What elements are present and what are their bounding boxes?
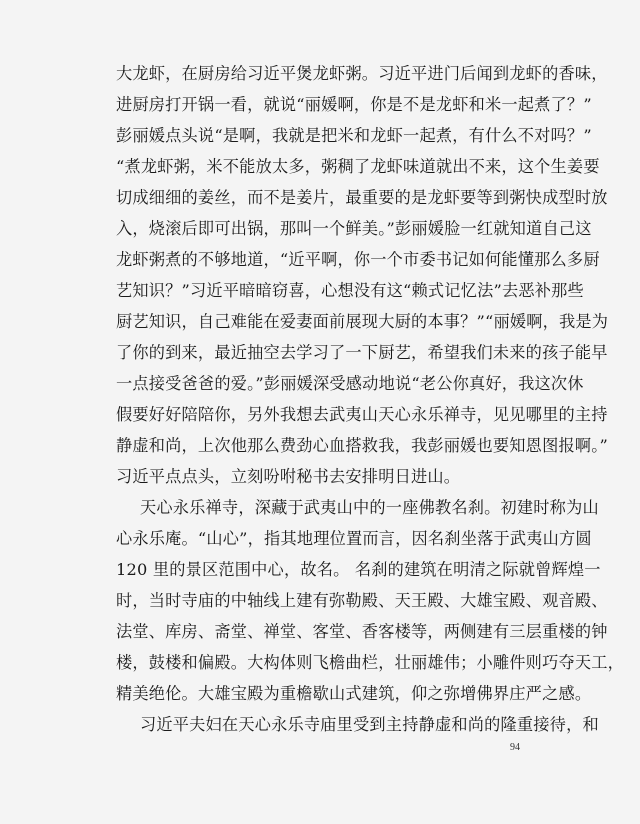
text-line: 精美绝伦。大雄宝殿为重檐歇山式建筑，仰之弥增佛界庄严之感。 bbox=[116, 684, 592, 703]
text-line: 龙虾粥煮的不够地道，“近平啊，你一个市委书记如何能懂那么多厨 bbox=[116, 250, 600, 269]
text-line: 进厨房打开锅一看，就说“丽媛啊，你是不是龙虾和米一起煮了？” bbox=[116, 95, 592, 114]
text-line: 假要好好陪陪你，另外我想去武夷山天心永乐禅寺，见见哪里的主持 bbox=[116, 405, 608, 424]
text-line: 习近平点点头，立刻吩咐秘书去安排明日进山。 bbox=[116, 467, 461, 486]
text-line: “煮龙虾粥，米不能放太多，粥稠了龙虾味道就出不来，这个生姜要 bbox=[116, 157, 600, 176]
text-line: 切成细细的姜丝，而不是姜片，最重要的是龙虾要等到粥快成型时放 bbox=[116, 188, 608, 207]
text-line: 楼，鼓楼和偏殿。大构体则飞檐曲栏，壮丽雄伟；小雕件则巧夺天工， bbox=[116, 653, 625, 672]
text-line: 习近平夫妇在天心永乐寺庙里受到主持静虚和尚的隆重接待，和 bbox=[140, 715, 599, 734]
text-line: 大龙虾，在厨房给习近平煲龙虾粥。习近平进门后闻到龙虾的香味， bbox=[116, 64, 608, 83]
text-line: 120 里的景区范围中心，故名。 名刹的建筑在明清之际就曾辉煌一 bbox=[116, 560, 601, 579]
body-text bbox=[116, 58, 625, 740]
paragraph bbox=[116, 709, 599, 740]
text-line: 入，烧滚后即可出锅，那叫一个鲜美。”彭丽媛脸一红就知道自己这 bbox=[116, 219, 592, 238]
text-line: 了你的到来，最近抽空去学习了一下厨艺，希望我们未来的孩子能早 bbox=[116, 343, 608, 362]
page-number: 94 bbox=[510, 742, 520, 753]
paragraph bbox=[116, 492, 625, 709]
text-line: 彭丽媛点头说“是啊，我就是把米和龙虾一起煮，有什么不对吗？” bbox=[116, 126, 592, 145]
text-line: 心永乐庵。“山心”，指其地理位置而言，因名刹坐落于武夷山方圆 bbox=[116, 529, 592, 548]
text-line: 天心永乐禅寺，深藏于武夷山中的一座佛教名刹。初建时称为山 bbox=[140, 498, 599, 517]
text-line: 法堂、库房、斋堂、禅堂、客堂、香客楼等，两侧建有三层重楼的钟 bbox=[116, 622, 608, 641]
text-line: 厨艺知识，自己难能在爱妻面前展现大厨的本事？”“丽媛啊，我是为 bbox=[116, 312, 609, 331]
text-line: 艺知识？”习近平暗暗窃喜，心想没有这“赖式记忆法”去恶补那些 bbox=[116, 281, 584, 300]
text-line: 一点接受爸爸的爱。”彭丽媛深受感动地说“老公你真好，我这次休 bbox=[116, 374, 584, 393]
text-line: 时，当时寺庙的中轴线上建有弥勒殿、天王殿、大雄宝殿、观音殿、 bbox=[116, 591, 608, 610]
text-line: 静虚和尚，上次他那么费劲心血搭救我，我彭丽媛也要知恩图报啊。” bbox=[116, 436, 608, 455]
paragraph bbox=[116, 58, 609, 492]
